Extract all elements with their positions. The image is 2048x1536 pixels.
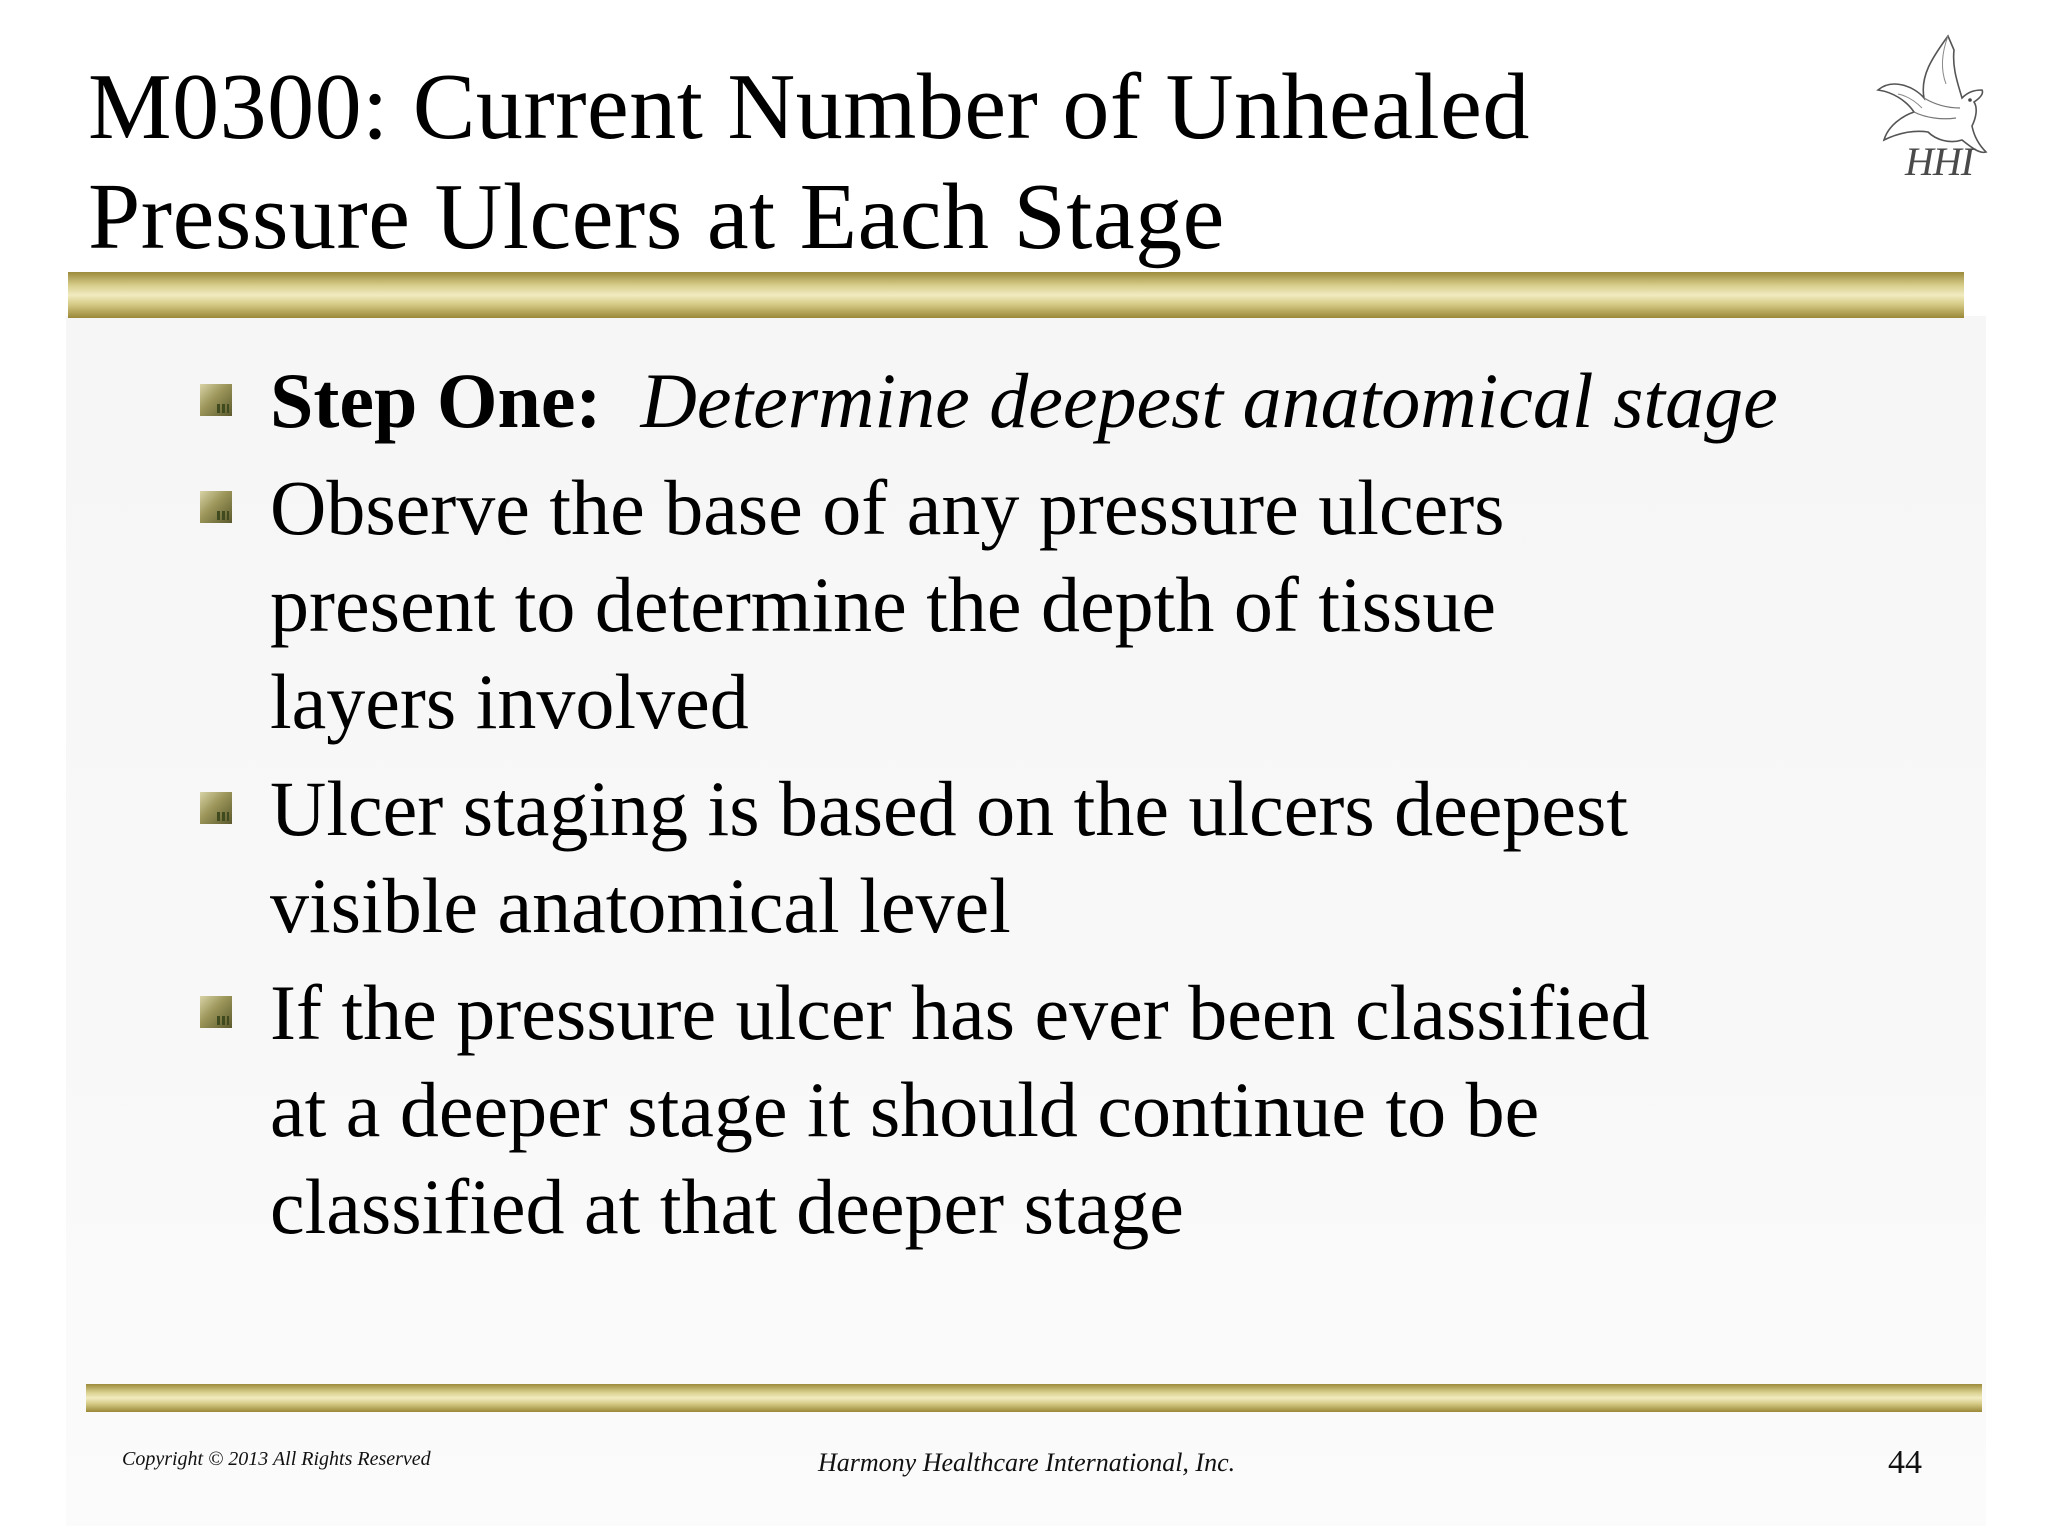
bullet-text-line: at a deeper stage it should continue to be — [270, 1066, 1540, 1153]
slide-title — [88, 52, 1848, 272]
page-number: 44 — [1888, 1444, 1922, 1481]
company-name: Harmony Healthcare International, Inc. — [818, 1448, 1236, 1477]
bullet-item — [200, 352, 1840, 449]
bullet-italic-text: Determine deepest anatomical stage — [640, 357, 1778, 444]
bullet-marker-icon — [200, 491, 232, 523]
bullet-text-line: classified at that deeper stage — [270, 1163, 1184, 1250]
title-line-1: M0300: Current Number of Unhealed — [88, 55, 1530, 159]
title-divider — [68, 272, 1964, 318]
bullet-text-line: present to determine the depth of tissue — [270, 561, 1496, 648]
logo-text: HHI — [1905, 139, 1974, 184]
bullet-marker-icon — [200, 996, 232, 1028]
bullet-item — [200, 459, 1840, 750]
bullet-text-line: visible anatomical level — [270, 862, 1011, 949]
bullet-list — [200, 352, 1840, 1265]
title-line-2: Pressure Ulcers at Each Stage — [88, 165, 1225, 269]
bullet-marker-icon — [200, 384, 232, 416]
bullet-bold-label: Step One: — [270, 357, 602, 444]
bullet-text-line: If the pressure ulcer has ever been classified — [270, 969, 1650, 1056]
bullet-item — [200, 760, 1840, 954]
bullet-marker-icon — [200, 792, 232, 824]
bullet-text-line: Observe the base of any pressure ulcers — [270, 464, 1505, 551]
bullet-item — [200, 964, 1840, 1255]
bullet-text-line: Ulcer staging is based on the ulcers deepest — [270, 765, 1629, 852]
bullet-text-line: layers involved — [270, 658, 749, 745]
copyright-notice: Copyright © 2013 All Rights Reserved — [122, 1448, 431, 1470]
footer-divider — [86, 1384, 1982, 1412]
